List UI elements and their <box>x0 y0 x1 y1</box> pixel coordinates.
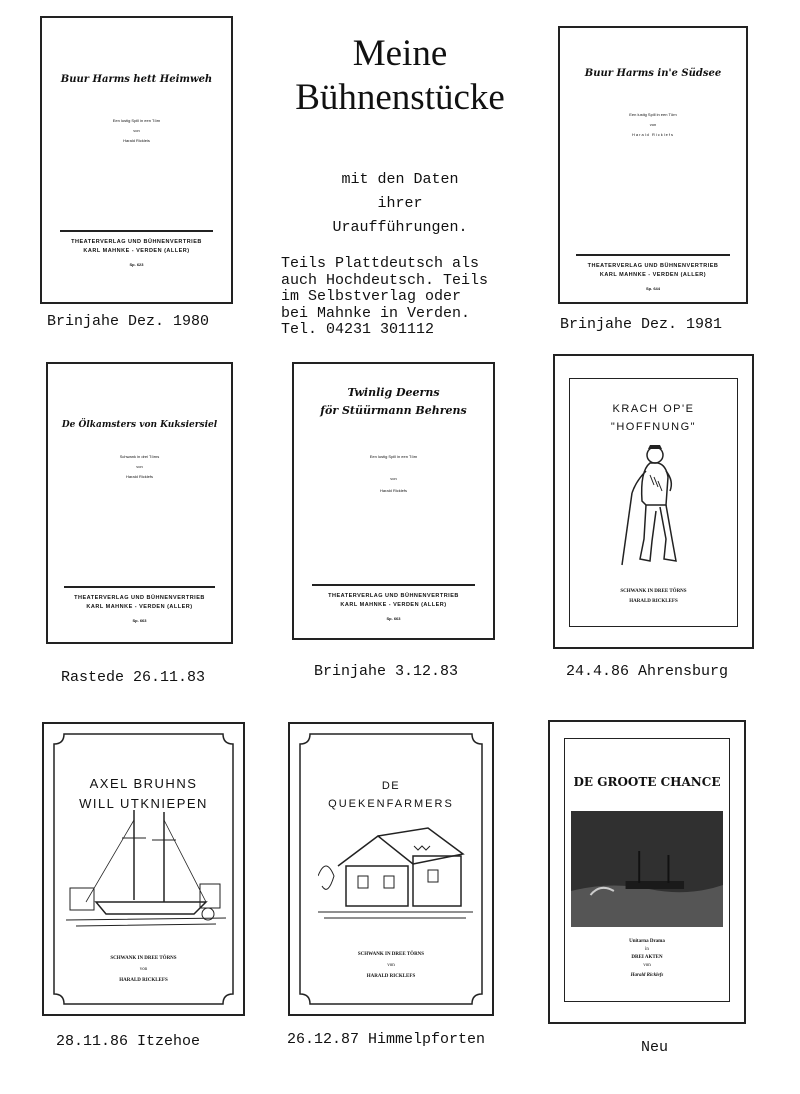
cover-title-line-1: Twinlig Deerns <box>347 386 440 399</box>
ship-photo <box>571 811 723 927</box>
caption-4: Brinjahe 3.12.83 <box>314 663 459 680</box>
cover-de-groote-chance <box>548 720 746 1024</box>
cover-krach-ope-hoffnung <box>553 354 754 649</box>
cover-title-line-1: AXEL BRUHNS <box>89 776 198 791</box>
cover-twinlig-deerns <box>292 362 495 640</box>
cover-von: von <box>136 464 143 469</box>
caption-3: Rastede 26.11.83 <box>61 669 206 686</box>
cover-von: von <box>387 963 395 968</box>
cover-title: Buur Harms in'e Südsee <box>584 68 722 79</box>
cover-publisher-1: THEATERVERLAG UND BÜHNENVERTRIEB <box>74 595 205 601</box>
title-line-1: Meine <box>352 33 448 74</box>
cover-genre: Een lustig Spill in een Törn <box>112 118 161 123</box>
cover-publisher-1: THEATERVERLAG UND BÜHNENVERTRIEB <box>71 239 202 245</box>
cover-author: Harald Ricklefs <box>632 132 674 137</box>
cover-title-line-1: KRACH OP'E <box>612 403 695 415</box>
cover-number: Sp. 623 <box>129 262 144 267</box>
cover-in: in <box>645 947 649 952</box>
subtitle-line-3: Uraufführungen. <box>332 219 468 236</box>
cover-author-signature: Harald Ricklefs <box>630 973 664 978</box>
cover-quekenfarmers <box>288 722 494 1016</box>
sailing-ship-illustration <box>66 810 226 935</box>
title-line-2: Bühnenstücke <box>295 77 505 118</box>
cover-title: Buur Harms hett Heimweh <box>60 74 213 85</box>
inner-frame <box>564 738 730 1002</box>
caption-2: Brinjahe Dez. 1981 <box>560 316 723 333</box>
caption-6: 28.11.86 Itzehoe <box>56 1033 201 1050</box>
subtitle-line-2: ihrer <box>377 195 423 212</box>
cover-buur-harms-suedsee <box>558 26 748 304</box>
cover-subtitle: SCHWANK IN DREE TÖRNS <box>110 956 177 961</box>
divider <box>60 230 213 232</box>
subtitle-line-1: mit den Daten <box>341 171 459 188</box>
divider <box>576 254 730 256</box>
cover-title-line-1: DE <box>381 780 401 792</box>
cover-title-line-2: "HOFFNUNG" <box>610 421 697 433</box>
caption-5: 24.4.86 Ahrensburg <box>566 663 729 680</box>
cover-publisher-2: KARL MAHNKE - VERDEN (ALLER) <box>86 604 193 610</box>
cover-publisher-2: KARL MAHNKE - VERDEN (ALLER) <box>83 248 190 254</box>
cover-buur-harms-heimweh <box>40 16 233 304</box>
cover-genre: Een lustig Spill in een Törn <box>369 454 418 459</box>
cover-von: von <box>643 963 651 968</box>
cover-author: Harald Ricklefs <box>380 488 407 493</box>
cover-author: Harald Rickleis <box>123 138 150 143</box>
cover-genre: Schwank in drei Törns <box>119 454 160 459</box>
cover-subtitle: SCHWANK IN DREE TÖRNS <box>620 589 687 594</box>
cover-von: von <box>390 476 397 481</box>
divider <box>312 584 475 586</box>
man-with-cane-illustration <box>610 441 700 571</box>
cover-number: Sp. 663 <box>386 616 401 621</box>
cover-number: Sp. 644 <box>645 286 660 291</box>
cover-title: De Ölkamsters von Kuksiersiel <box>61 420 218 430</box>
ship-silhouette <box>571 811 723 927</box>
cover-publisher-1: THEATERVERLAG UND BÜHNENVERTRIEB <box>328 593 459 599</box>
cover-publisher-1: THEATERVERLAG UND BÜHNENVERTRIEB <box>587 263 719 269</box>
cover-author: HARALD RICKLEFS <box>366 974 416 979</box>
page-title <box>270 32 530 120</box>
cover-acts: DREI AKTEN <box>631 955 663 960</box>
cover-title: DE GROOTE CHANCE <box>573 775 721 789</box>
cover-von: von <box>139 967 148 972</box>
inner-frame <box>569 378 738 627</box>
cover-title-line-2: för Stüürmann Behrens <box>320 404 467 417</box>
caption-7: 26.12.87 Himmelpforten <box>287 1031 486 1048</box>
caption-8: Neu <box>641 1039 669 1056</box>
cover-axel-bruhns <box>42 722 245 1016</box>
cover-genre: Unitarna Drama <box>629 939 665 944</box>
cover-publisher-2: KARL MAHNKE - VERDEN (ALLER) <box>340 602 447 608</box>
farmhouse-illustration <box>318 816 473 926</box>
cover-author: HARALD RICKLEFS <box>119 978 168 983</box>
cover-subtitle: SCHWANK IN DREE TÖRNS <box>357 952 425 957</box>
cover-title-line-2: WILL UTKNIEPEN <box>79 796 208 811</box>
cover-title-line-2: QUEKENFARMERS <box>328 798 454 810</box>
notes-text: Teils Plattdeutsch als auch Hochdeutsch. Teils im Selbstverlag oder bei Mahnke in Verden. Tel. 04231 301112 <box>281 255 489 338</box>
cover-author: HARALD RICKLEFS <box>629 599 678 604</box>
cover-oelkamsters <box>46 362 233 644</box>
cover-von: von <box>133 128 140 133</box>
caption-1: Brinjahe Dez. 1980 <box>47 313 210 330</box>
cover-number: Sp. 663 <box>132 618 147 623</box>
divider <box>64 586 215 588</box>
cover-von: von <box>649 122 657 127</box>
cover-genre: Een lustig Spill in een Törn <box>629 112 677 117</box>
subtitle <box>290 168 510 240</box>
cover-author: Harald Ricklefs <box>126 474 153 479</box>
cover-publisher-2: KARL MAHNKE - VERDEN (ALLER) <box>599 272 707 278</box>
